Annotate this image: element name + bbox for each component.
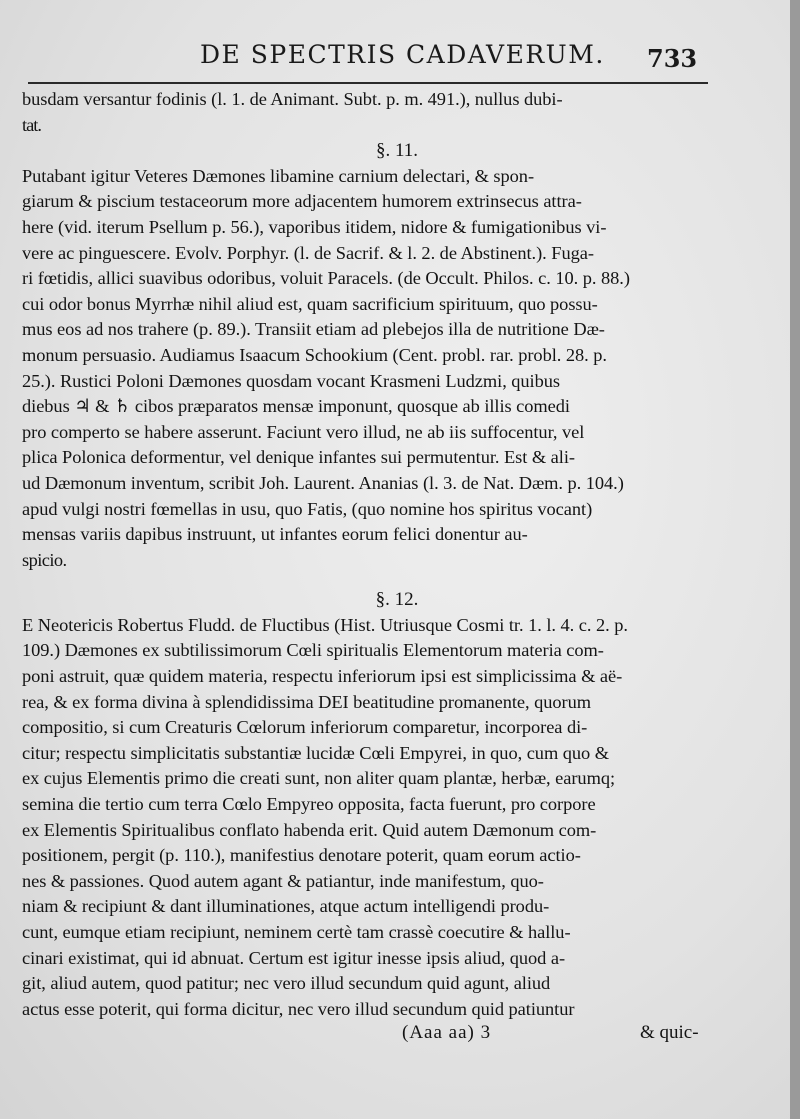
text-line: git, aliud autem, quod patitur; nec vero illud secundum quid agunt, aliud [22, 973, 551, 994]
text-line: citur; respectu simplicitatis substantiæ lucidæ Cœli Empyrei, in quo, cum quo & [22, 742, 609, 763]
text-line: ud Dæmonum inventum, scribit Joh. Laurent. Ananias (l. 3. de Nat. Dæm. p. 104.) [22, 472, 624, 493]
text-line: cinari existimat, qui id abnuat. Certum est igitur inesse ipsis aliud, quod a- [22, 947, 566, 968]
page-number: 733 [647, 44, 698, 73]
text-line: diebus ♃ & ♄ cibos præparatos mensæ imponunt, quosque ab illis comedi [22, 396, 570, 417]
page-body [22, 87, 712, 1022]
text-line: 25.). Rustici Poloni Dæmones quosdam vocant Krasmeni Ludzmi, quibus [22, 370, 560, 391]
text-line: semina die tertio cum terra Cœlo Empyreo opposita, facta fuerunt, pro corpore [22, 794, 596, 815]
text-line: 109.) Dæmones ex subtilissimorum Cœli spiritualis Elementorum materia com- [22, 640, 604, 661]
text-line: pro comperto se habere asserunt. Faciunt vero illud, ne ab iis suffocentur, vel [22, 421, 585, 442]
section-heading-11: §. 11. [375, 140, 419, 162]
section-heading-12: §. 12. [375, 589, 419, 611]
running-title: DE SPECTRIS CADAVERUM. [200, 40, 605, 69]
signature-mark: (Aaa aa) 3 [402, 1022, 492, 1043]
text-line: giarum & piscium testaceorum more adjacentem humorem extrinsecus attra- [22, 191, 582, 212]
text-line: vere ac pinguescere. Evolv. Porphyr. (l. de Sacrif. & l. 2. de Abstinent.). Fuga- [22, 242, 594, 263]
text-line: ex cujus Elementis primo die creati sunt, non aliter quam plantæ, herbæ, earumq; [22, 768, 616, 789]
text-line: positionem, pergit (p. 110.), manifestius denotare poterit, quam eorum actio- [22, 845, 581, 866]
text-line: plica Polonica deformentur, vel denique infantes sui permutentur. Est & ali- [22, 447, 575, 468]
text-line: mensas variis dapibus instruunt, ut infantes eorum felici donentur au- [22, 524, 528, 545]
header-rule [28, 82, 708, 84]
section-spacer [22, 573, 712, 587]
catchword: & quic- [640, 1022, 699, 1043]
paragraph-continued [22, 87, 712, 138]
text-line: actus esse poterit, qui forma dicitur, nec vero illud secundum quid patiuntur [22, 998, 575, 1019]
text-line: here (vid. iterum Psellum p. 56.), vaporibus itidem, nidore & fumigationibus vi- [22, 216, 607, 237]
text-line: nes & passiones. Quod autem agant & patiantur, inde manifestum, quo- [22, 870, 544, 891]
text-line: E Neotericis Robertus Fludd. de Fluctibus (Hist. Utriusque Cosmi tr. 1. l. 4. c. 2. p. [22, 614, 628, 635]
page-edge-shadow [790, 0, 800, 1119]
text-line: poni astruit, quæ quidem materia, respectu inferiorum ipsi est simplicissima & aë- [22, 666, 623, 687]
text-line: ex Elementis Spiritualibus conflato habenda erit. Quid autem Dæmonum com- [22, 819, 597, 840]
text-line: cunt, eumque etiam recipiunt, neminem certè tam crassè coecutire & hallu- [22, 922, 571, 942]
text-line: tat. [22, 114, 41, 135]
text-line: niam & recipiunt & dant illuminationes, atque actum intelligendi produ- [22, 896, 550, 917]
text-line: Putabant igitur Veteres Dæmones libamine carnium delectari, & spon- [22, 165, 535, 186]
text-line: monum persuasio. Audiamus Isaacum Schookium (Cent. probl. rar. probl. 28. p. [22, 344, 607, 365]
page-header [40, 38, 730, 72]
paragraph-section-11 [22, 164, 712, 574]
paragraph-section-12 [22, 613, 712, 1023]
text-line: mus eos ad nos trahere (p. 89.). Transiit etiam ad plebejos illa de nutritione Dæ- [22, 319, 605, 340]
text-line: busdam versantur fodinis (l. 1. de Animant. Subt. p. m. 491.), nullus dubi- [22, 89, 563, 109]
text-line: cui odor bonus Myrrhæ nihil aliud est, quam sacrificium spirituum, quo possu- [22, 293, 598, 314]
text-line: spicio. [22, 549, 67, 570]
text-line: rea, & ex forma divina à splendidissima DEI beatitudine promanente, quorum [22, 691, 592, 712]
text-line: compositio, si cum Creaturis Cœlorum inferiorum comparetur, incorporea di- [22, 717, 588, 738]
text-line: ri fœtidis, allici suavibus odoribus, voluit Paracels. (de Occult. Philos. c. 10. p. 88.) [22, 268, 630, 289]
text-line: apud vulgi nostri fœmellas in usu, quo Fatis, (quo nomine hos spiritus vocant) [22, 498, 593, 519]
